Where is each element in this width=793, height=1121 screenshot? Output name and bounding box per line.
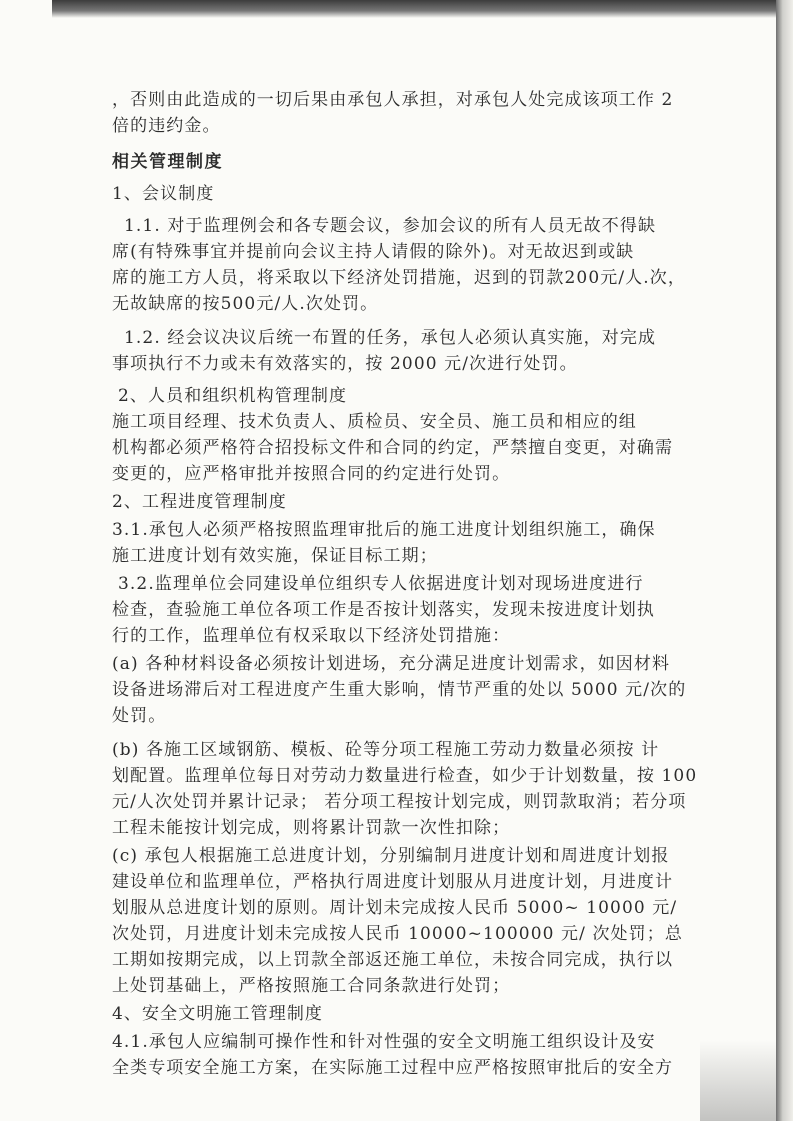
- text-line: 划服从总进度计划的原则。周计划未完成按人民币 5000~ 10000 元/: [112, 898, 678, 918]
- text-line: 机构都必须严格符合招投标文件和合同的约定，严禁擅自变更，对确需: [112, 438, 674, 458]
- text-line: 施工项目经理、技术负责人、质检员、安全员、施工员和相应的组: [112, 412, 637, 432]
- text-line: 倍的违约金。: [112, 116, 221, 136]
- text-line: 1.2. 经会议决议后统一布置的任务，承包人必须认真实施，对完成: [124, 328, 657, 348]
- text-line: 划配置。监理单位每日对劳动力数量进行检查，如少于计划数量，按 100: [112, 766, 698, 786]
- text-line: 1.1. 对于监理例会和各专题会议，参加会议的所有人员无故不得缺: [124, 216, 657, 236]
- text-line: 工期如按期完成，以上罚款全部返还施工单位，未按合同完成，执行以: [112, 950, 674, 970]
- text-line: 席(有特殊事宜并提前向会议主持人请假的除外)。对无故迟到或缺: [112, 242, 635, 262]
- text-line: (b) 各施工区域钢筋、模板、砼等分项工程施工劳动力数量必须按 计: [112, 740, 660, 760]
- text-line: 1、会议制度: [112, 184, 215, 204]
- text-line: 检查，查验施工单位各项工作是否按计划落实，发现未按进度计划执: [112, 600, 655, 620]
- text-line: 处罚。: [112, 706, 167, 726]
- text-line: 事项执行不力或未有效落实的，按 2000 元/次进行处罚。: [112, 354, 578, 374]
- text-line: (c) 承包人根据施工总进度计划，分别编制月进度计划和周进度计划报: [112, 846, 670, 866]
- text-line: 行的工作，监理单位有权采取以下经济处罚措施：: [112, 626, 511, 646]
- text-line: 3.2.监理单位会同建设单位组织专人依据进度计划对现场进度进行: [118, 574, 644, 594]
- scan-shadow-top: [52, 0, 776, 18]
- scan-shadow-right: [776, 0, 793, 1121]
- text-line: 全类专项安全施工方案，在实际施工过程中应严格按照审批后的安全方: [112, 1058, 674, 1078]
- text-line: 无故缺席的按500元/人.次处罚。: [112, 294, 379, 314]
- text-line: 2、人员和组织机构管理制度: [118, 386, 348, 406]
- text-line: 4、安全文明施工管理制度: [112, 1004, 324, 1024]
- text-line: 3.1.承包人必须严格按照监理审批后的施工进度计划组织施工，确保: [112, 520, 656, 540]
- section-heading: 相关管理制度: [112, 152, 223, 172]
- text-line: 席的施工方人员，将采取以下经济处罚措施，迟到的罚款200元/人.次，: [112, 268, 686, 288]
- text-line: 上处罚基础上，严格按照施工合同条款进行处罚；: [112, 976, 511, 996]
- scan-shadow-bottom: [700, 1040, 776, 1121]
- text-line: 工程未能按计划完成，则将累计罚款一次性扣除；: [112, 818, 511, 838]
- text-line: 4.1.承包人应编制可操作性和针对性强的安全文明施工组织设计及安: [112, 1032, 656, 1052]
- text-line: 次处罚，月进度计划未完成按人民币 10000~100000 元/ 次处罚；总: [112, 924, 683, 944]
- text-line: 元/人次处罚并累计记录； 若分项工程按计划完成，则罚款取消；若分项: [112, 792, 687, 812]
- text-line: 建设单位和监理单位，严格执行周进度计划服从月进度计划，月进度计: [112, 872, 674, 892]
- text-line: 变更的，应严格审批并按照合同的约定进行处罚。: [112, 464, 511, 484]
- text-line: (a) 各种材料设备必须按计划进场，充分满足进度计划需求，如因材料: [112, 654, 671, 674]
- text-line: 施工进度计划有效实施，保证目标工期；: [112, 546, 438, 566]
- text-line: ，否则由此造成的一切后果由承包人承担，对承包人处完成该项工作 2: [112, 90, 674, 110]
- text-line: 设备进场滞后对工程进度产生重大影响，情节严重的处以 5000 元/次的: [112, 680, 687, 700]
- text-line: 2、工程进度管理制度: [112, 492, 287, 512]
